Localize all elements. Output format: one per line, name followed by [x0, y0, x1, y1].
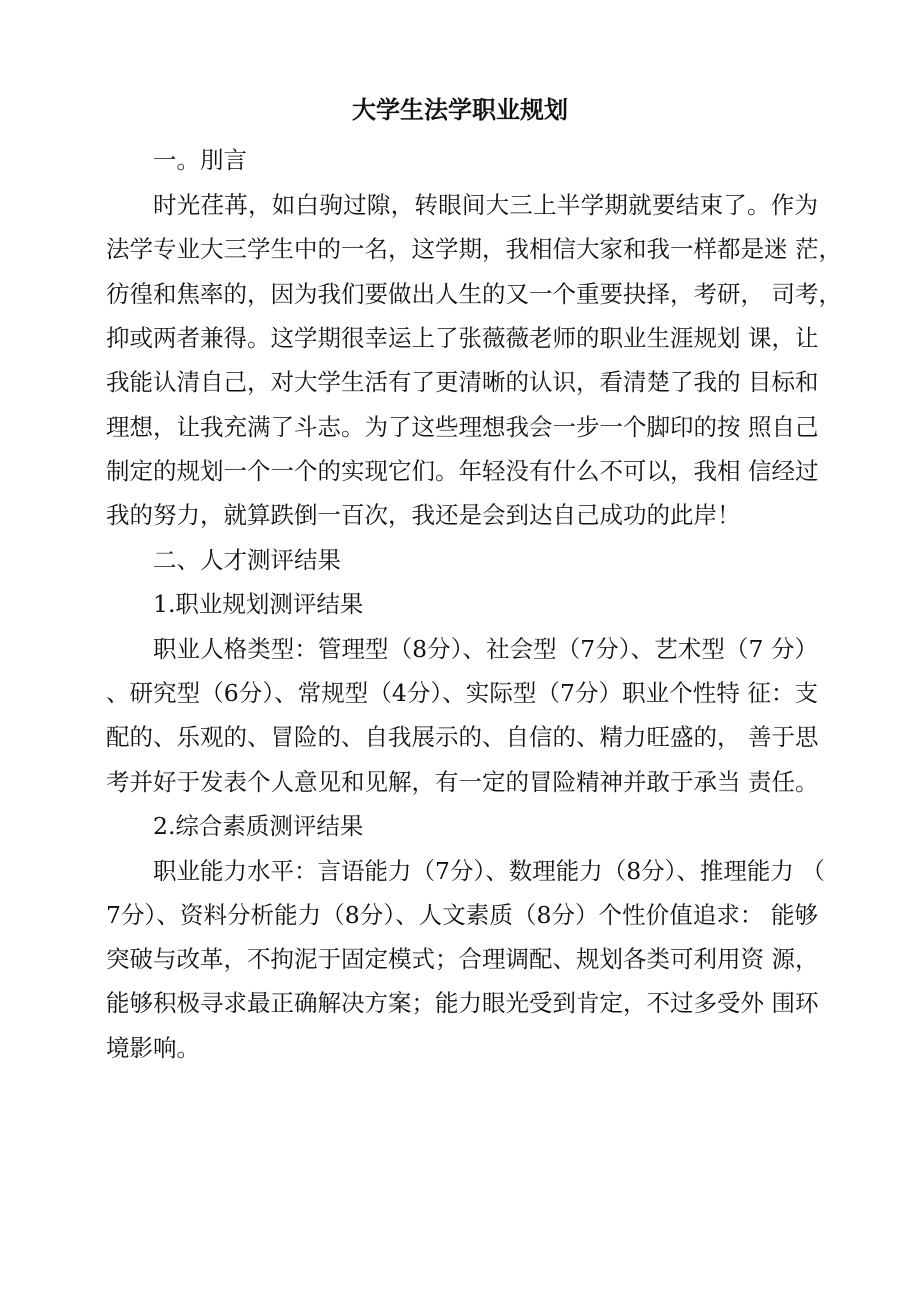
- section-heading-preface: 一。刖言: [153, 146, 247, 174]
- paragraph-line: 境影响。: [106, 1034, 200, 1062]
- paragraph-line: 制定的规划一个一个的实现它们。年轻没有什么不可以，我相 信经过: [106, 457, 819, 485]
- paragraph-line: 考并好于发表个人意见和见解，有一定的冒险精神并敢于承当 责任。: [106, 768, 819, 796]
- section-heading-assessment: 二、人才测评结果: [153, 546, 341, 574]
- paragraph-line: 抑或两者兼得。这学期很幸运上了张薇薇老师的职业生涯规划 课，让: [106, 324, 819, 352]
- paragraph-line: 时光荏苒，如白驹过隙，转眼间大三上半学期就要结束了。作为: [153, 191, 818, 219]
- paragraph-line: 职业能力水平：言语能力（7分）、数理能力（8分）、推理能力 （: [153, 857, 825, 885]
- subsection-heading-quality: 2.综合素质测评结果: [153, 812, 364, 840]
- paragraph-line: 法学专业大三学生中的一名，这学期，我相信大家和我一样都是迷 茫，: [106, 235, 842, 263]
- paragraph-line: 、研究型（6分）、常规型（4分）、实际型（7分）职业个性特 征：支: [106, 679, 818, 707]
- subsection-heading-career: 1.职业规划测评结果: [153, 590, 364, 618]
- paragraph-line: 突破与改革，不拘泥于固定模式；合理调配、规划各类可利用资 源，: [106, 945, 819, 973]
- paragraph-line: 理想，让我充满了斗志。为了这些理想我会一步一个脚印的按 照自己: [106, 413, 819, 441]
- paragraph-line: 职业人格类型：管理型（8分）、社会型（7分）、艺术型（7 分）: [153, 635, 818, 663]
- paragraph-line: 彷徨和焦率的，因为我们要做出人生的又一个重要抉择，考研， 司考，: [106, 280, 842, 308]
- paragraph-line: 7分）、资料分析能力（8分）、人文素质（8分）个性价值追求： 能够: [106, 901, 818, 929]
- document-title: 大学生法学职业规划: [352, 95, 568, 124]
- paragraph-line: 我能认清自己，对大学生活有了更清晰的认识，看清楚了我的 目标和: [106, 368, 819, 396]
- paragraph-line: 配的、乐观的、冒险的、自我展示的、自信的、精力旺盛的， 善于思: [106, 723, 819, 751]
- paragraph-line: 我的努力，就算跌倒一百次，我还是会到达自己成功的此岸！: [106, 501, 741, 529]
- paragraph-line: 能够积极寻求最正确解决方案；能力眼光受到肯定，不过多受外 围环: [106, 989, 819, 1017]
